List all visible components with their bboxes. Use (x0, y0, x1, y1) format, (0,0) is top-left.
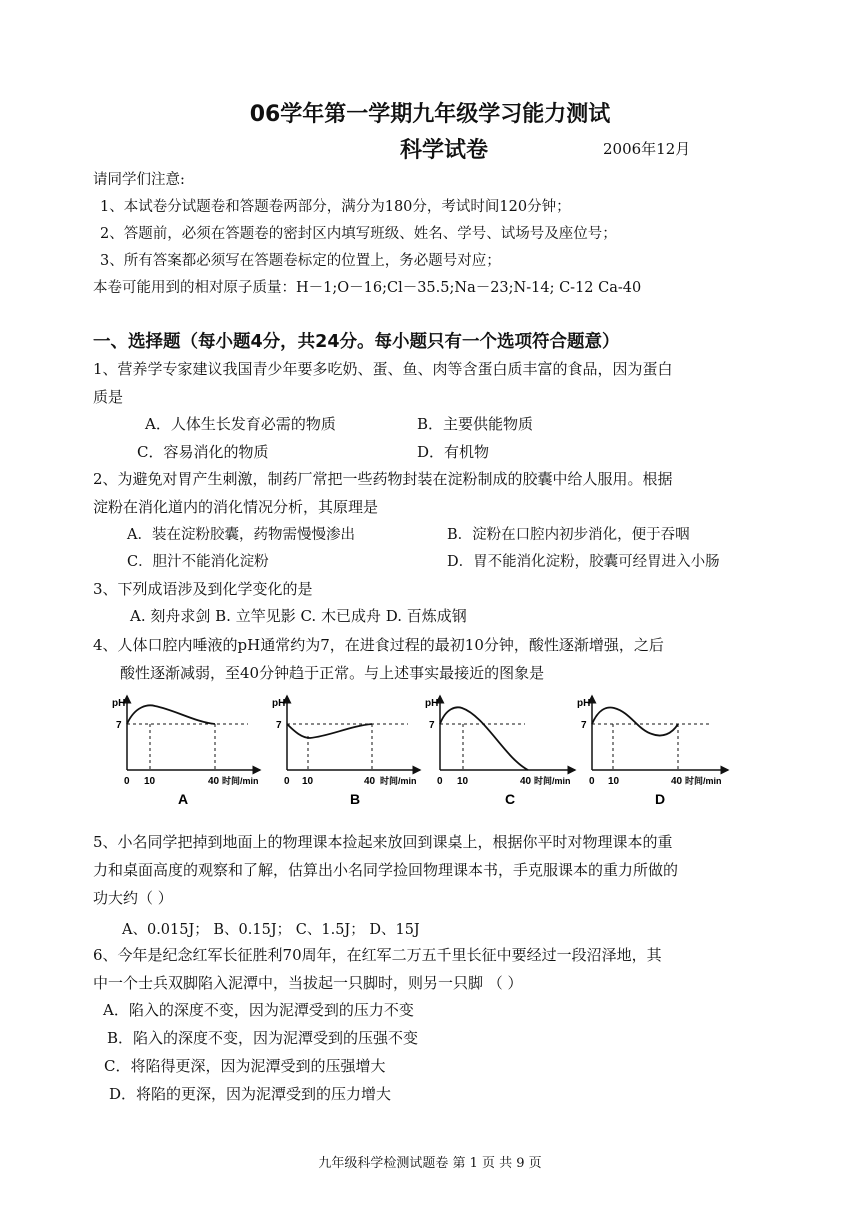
exam-subtitle: 科学试卷 (400, 138, 489, 163)
section-title: 一、选择题（每小题4分，共24分。每小题只有一个选项符合题意） (93, 332, 620, 352)
graph-a (112, 696, 260, 807)
graph-a-xtick-10: 10 (144, 776, 156, 787)
graph-d-label: D (655, 791, 666, 807)
q6-option-c: C．将陷得更深，因为泥潭受到的压强增大 (104, 1057, 386, 1075)
exam-date: 2006年12月 (603, 140, 691, 158)
graph-d-xtick-10: 10 (608, 776, 620, 787)
q6-option-d: D．将陷的更深，因为泥潭受到的压力增大 (109, 1085, 392, 1103)
graph-d-xtick-0: 0 (589, 776, 595, 787)
q1-stem-line2: 质是 (93, 388, 124, 406)
notice-item-3: 3、所有答案都必须写在答题卷标定的位置上，务必题号对应； (100, 253, 501, 269)
graph-d (577, 696, 728, 807)
graph-c-xtick-10: 10 (457, 776, 469, 787)
notice-item-2: 2、答题前，必须在答题卷的密封区内填写班级、姓名、学号、试场号及座位号； (100, 226, 617, 242)
q1-stem-line1: 1、营养学专家建议我国青少年要多吃奶、蛋、鱼、肉等含蛋白质丰富的食品，因为蛋白 (93, 360, 673, 378)
graph-c-ylabel: pH (425, 698, 439, 709)
graph-c-ytick: 7 (429, 720, 435, 731)
q2-stem-line1: 2、为避免对胃产生刺激，制药厂常把一些药物封装在淀粉制成的胶囊中给人服用。根据 (93, 470, 673, 488)
graph-c (425, 696, 575, 807)
graph-c-xlabel: 时间/min (534, 776, 571, 786)
graph-c-xtick-40: 40 (520, 776, 532, 787)
q2-option-b: B．淀粉在口腔内初步消化，便于吞咽 (447, 527, 690, 543)
q6-option-a: A．陷入的深度不变，因为泥潭受到的压力不变 (103, 1001, 414, 1019)
graph-b-xlabel: 时间/min (380, 776, 417, 786)
q2-option-a: A．装在淀粉胶囊，药物需慢慢渗出 (127, 527, 355, 543)
graph-b-ylabel: pH (272, 698, 286, 709)
q5-options: A、0.015J； B、0.15J； C、1.5J； D、15J (122, 922, 420, 938)
graph-b-ytick: 7 (276, 720, 282, 731)
graph-a-ytick: 7 (116, 720, 122, 731)
graph-d-xlabel: 时间/min (685, 776, 722, 786)
q1-option-d: D．有机物 (417, 443, 490, 461)
q1-option-c: C．容易消化的物质 (137, 443, 269, 461)
graph-b-label: B (350, 791, 361, 807)
q3-options: A. 刻舟求剑 B. 立竿见影 C. 木已成舟 D. 百炼成钢 (130, 607, 467, 625)
q5-stem-line1: 5、小名同学把掉到地面上的物理课本捡起来放回到课桌上，根据你平时对物理课本的重 (93, 833, 673, 851)
notice-heading: 请同学们注意: (93, 172, 185, 188)
q5-stem-line3: 功大约（ ） (93, 889, 173, 907)
graph-c-label: C (505, 791, 516, 807)
q6-option-b: B．陷入的深度不变，因为泥潭受到的压强不变 (107, 1029, 419, 1047)
graph-a-xtick-0: 0 (124, 776, 130, 787)
q3-stem: 3、下列成语涉及到化学变化的是 (93, 580, 313, 598)
q4-stem-line1: 4、人体口腔内唾液的pH通常约为7，在进食过程的最初10分钟，酸性逐渐增强，之后 (93, 636, 664, 654)
graph-a-xlabel: 时间/min (222, 776, 259, 786)
graph-d-xtick-40: 40 (671, 776, 683, 787)
graph-c-xtick-0: 0 (437, 776, 443, 787)
graph-b (272, 696, 420, 807)
page-footer: 九年级科学检测试题卷 第 1 页 共 9 页 (318, 1156, 542, 1171)
exam-title: 06学年第一学期九年级学习能力测试 (249, 102, 611, 127)
graph-d-ytick: 7 (581, 720, 587, 731)
graph-b-xtick-10: 10 (302, 776, 314, 787)
q6-stem-line2: 中一个士兵双脚陷入泥潭中，当拔起一只脚时，则另一只脚 （ ） (93, 974, 523, 992)
graph-d-ylabel: pH (577, 698, 591, 709)
notice-item-1: 1、本试卷分试题卷和答题卷两部分，满分为180分，考试时间120分钟； (100, 199, 571, 215)
q4-ph-graphs (100, 688, 740, 813)
graph-a-ylabel: pH (112, 698, 126, 709)
q4-stem-line2: 酸性逐渐减弱，至40分钟趋于正常。与上述事实最接近的图象是 (120, 664, 545, 682)
graph-b-xtick-40: 40 (364, 776, 376, 787)
q2-stem-line2: 淀粉在消化道内的消化情况分析，其原理是 (93, 498, 379, 516)
q5-stem-line2: 力和桌面高度的观察和了解，估算出小名同学捡回物理课本书，手克服课本的重力所做的 (93, 861, 679, 879)
atomic-masses: 本卷可能用到的相对原子质量：H－1;O－16;Cl－35.5;Na－23;N-14; C-12 Ca-40 (93, 280, 642, 296)
q1-option-a: A．人体生长发育必需的物质 (145, 415, 336, 433)
q2-option-c: C．胆汁不能消化淀粉 (127, 554, 269, 570)
graph-a-xtick-40: 40 (208, 776, 220, 787)
q2-option-d: D．胃不能消化淀粉，胶囊可经胃进入小肠 (447, 554, 720, 570)
graph-a-label: A (178, 791, 189, 807)
q1-option-b: B．主要供能物质 (417, 415, 534, 433)
q6-stem-line1: 6、今年是纪念红军长征胜利70周年，在红军二万五千里长征中要经过一段沼泽地，其 (93, 946, 662, 964)
graph-b-xtick-0: 0 (284, 776, 290, 787)
